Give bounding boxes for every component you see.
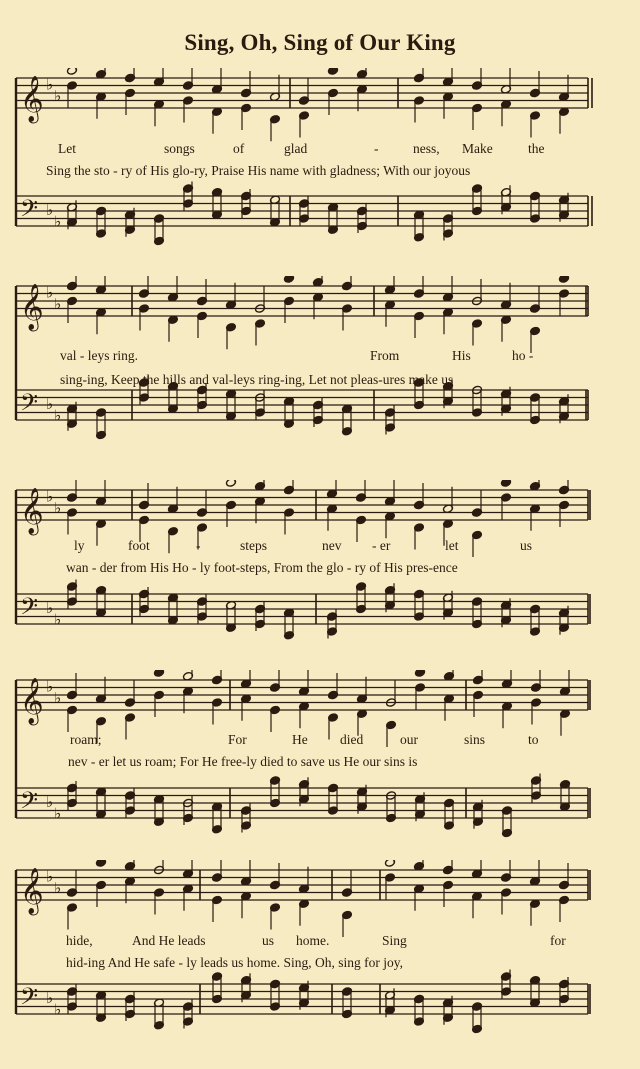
- flat-icon: ♭: [46, 285, 54, 302]
- lyric-syllable: let: [445, 538, 459, 553]
- treble-clef-icon: 𝄞: [20, 76, 44, 122]
- flat-icon: ♭: [54, 408, 62, 425]
- lyrics-line-1: [0, 933, 640, 951]
- lyric-syllable: hid-ing And He safe - ly leads us home. Sing, Oh, sing for joy,: [66, 955, 403, 970]
- lyric-syllable: to: [528, 732, 539, 747]
- flat-icon: ♭: [46, 489, 54, 506]
- lyrics-line-2: [0, 372, 640, 390]
- bass-clef-icon: 𝄢: [20, 592, 39, 626]
- lyric-syllable: steps: [240, 538, 267, 553]
- music-system-2: [0, 276, 640, 476]
- lyrics-line-2: [0, 955, 640, 973]
- flat-icon: ♭: [54, 214, 62, 231]
- lyric-syllable: He: [292, 732, 308, 747]
- music-system-5: [0, 860, 640, 1060]
- treble-clef-icon: 𝄞: [20, 868, 44, 914]
- flat-icon: ♭: [54, 296, 62, 313]
- flat-icon: ♭: [54, 88, 62, 105]
- flat-icon: ♭: [54, 612, 62, 629]
- lyric-syllable: -: [196, 538, 201, 553]
- lyric-syllable: of: [233, 141, 245, 156]
- flat-icon: ♭: [46, 203, 54, 219]
- lyric-syllable: Let: [58, 141, 76, 156]
- flat-icon: ♭: [46, 77, 54, 94]
- flat-icon: ♭: [54, 500, 62, 517]
- lyric-syllable: home.: [296, 933, 330, 948]
- lyric-syllable: From: [370, 348, 400, 363]
- lyric-syllable: Sing the sto - ry of His glo-ry, Praise His name with gladness; With our joyous: [46, 163, 471, 178]
- lyrics-line-1: [0, 732, 640, 750]
- bass-clef-icon: 𝄢: [20, 786, 39, 820]
- treble-clef-icon: 𝄞: [20, 284, 44, 330]
- music-notation: [0, 276, 640, 466]
- music-system-3: [0, 480, 640, 680]
- music-system-4: [0, 670, 640, 870]
- lyric-syllable: And He leads: [132, 933, 206, 948]
- lyric-syllable: roam;: [70, 732, 102, 747]
- lyrics-line-2: [0, 754, 640, 772]
- flat-icon: ♭: [46, 397, 54, 413]
- bass-clef-icon: 𝄢: [20, 194, 39, 228]
- lyric-syllable: glad: [284, 141, 308, 156]
- flat-icon: ♭: [46, 991, 54, 1007]
- lyric-syllable: us: [520, 538, 533, 553]
- lyric-syllable: ho -: [512, 348, 534, 363]
- bass-clef-icon: 𝄢: [20, 388, 39, 422]
- lyric-syllable: songs: [164, 141, 195, 156]
- flat-icon: ♭: [54, 880, 62, 897]
- lyrics-line-1: [0, 348, 640, 366]
- lyric-syllable: ness,: [413, 141, 440, 156]
- lyric-syllable: For: [228, 732, 247, 747]
- lyric-syllable: nev - er let us roam; For He free-ly died to save us He our sins is: [68, 754, 418, 769]
- lyric-syllable: foot: [128, 538, 150, 553]
- lyric-syllable: -: [374, 141, 379, 156]
- lyric-syllable: His: [452, 348, 471, 363]
- flat-icon: ♭: [46, 601, 54, 617]
- lyric-syllable: Make: [462, 141, 493, 156]
- lyric-syllable: for: [550, 933, 566, 948]
- lyric-syllable: sing-ing, Keep the hills and val-leys ring-ing, Let not pleas-ures make us: [60, 372, 454, 387]
- music-system-1: [0, 68, 640, 268]
- flat-icon: ♭: [46, 795, 54, 811]
- lyric-syllable: - er: [372, 538, 391, 553]
- bass-clef-icon: 𝄢: [20, 982, 39, 1016]
- flat-icon: ♭: [54, 690, 62, 707]
- lyric-syllable: our: [400, 732, 418, 747]
- flat-icon: ♭: [46, 869, 54, 886]
- lyrics-line-2: [0, 163, 640, 181]
- lyric-syllable: sins: [464, 732, 486, 747]
- lyric-syllable: nev: [322, 538, 342, 553]
- lyric-syllable: us: [262, 933, 275, 948]
- flat-icon: ♭: [54, 806, 62, 823]
- lyrics-line-2: [0, 560, 640, 578]
- lyric-syllable: died: [340, 732, 364, 747]
- hymn-title: Sing, Oh, Sing of Our King: [184, 30, 456, 55]
- lyric-syllable: val - leys ring.: [60, 348, 138, 363]
- lyrics-line-1: [0, 538, 640, 556]
- lyric-syllable: ly: [74, 538, 85, 553]
- treble-clef-icon: 𝄞: [20, 488, 44, 534]
- lyric-syllable: Sing: [382, 933, 407, 948]
- flat-icon: ♭: [46, 679, 54, 696]
- lyric-syllable: the: [528, 141, 545, 156]
- lyric-syllable: wan - der from His Ho - ly foot-steps, From the glo - ry of His pres-ence: [66, 560, 458, 575]
- treble-clef-icon: 𝄞: [20, 678, 44, 724]
- lyric-syllable: hide,: [66, 933, 93, 948]
- lyrics-line-1: [0, 141, 640, 159]
- flat-icon: ♭: [54, 1002, 62, 1019]
